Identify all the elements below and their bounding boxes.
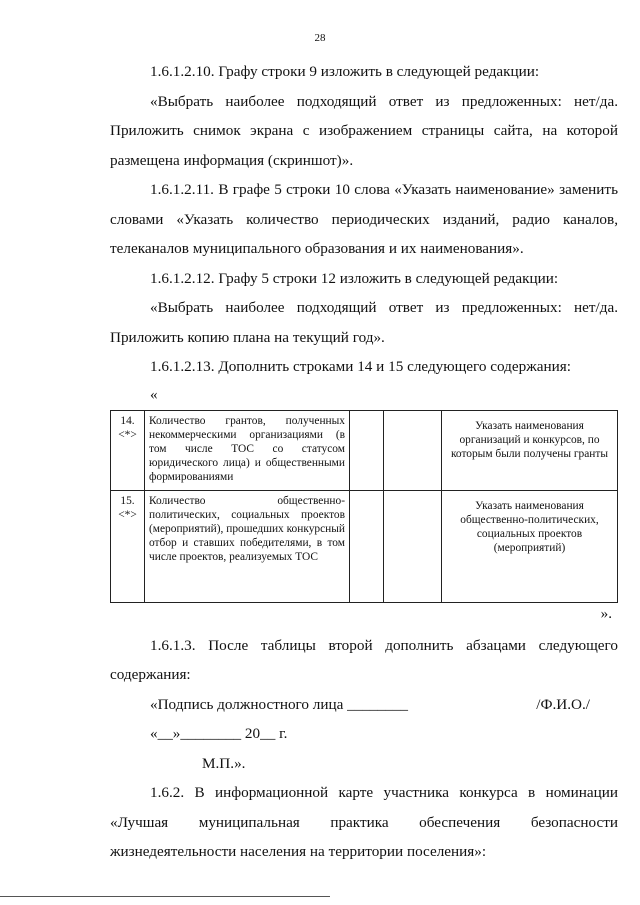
page-number: 28 [314, 32, 326, 44]
row-number: 14. <*> [111, 410, 145, 490]
row-cell-4 [384, 490, 442, 602]
rows-table [110, 410, 618, 603]
signature-fio: /Ф.И.О./ [536, 695, 590, 713]
row-cell-3 [350, 410, 384, 490]
row-description: Количество общественно-политических, социальных проектов (мероприятий), прошедших конкурсный отбор и ставших победителями, в том числе проектов, реализуемых ТОС [145, 490, 350, 602]
document-body [110, 57, 618, 867]
paragraph-1-6-1-2-13: 1.6.1.2.13. Дополнить строками 14 и 15 следующего содержания: [150, 358, 571, 375]
signature-label: «Подпись должностного лица ________ [150, 695, 408, 713]
row-cell-3 [350, 490, 384, 602]
paragraph-1-6-2: 1.6.2. В информационной карте участника конкурса в номинации «Лучшая муниципальная практика обеспечения безопасности жизнедеятельности населения на территории поселения»: [110, 784, 618, 860]
paragraph-1-6-1-2-10: 1.6.1.2.10. Графу строки 9 изложить в следующей редакции: [150, 63, 540, 80]
paragraph-1-6-1-2-11: 1.6.1.2.11. В графе 5 строки 10 слова «Указать наименование» заменить словами «Указать количество периодических изданий, радио каналов, телеканалов муниципального образования и их наименования». [110, 181, 618, 257]
signature-line [110, 690, 618, 720]
stamp-line: М.П.». [202, 754, 246, 772]
row-note: Указать наименования организаций и конкурсов, по которым были получены гранты [442, 410, 618, 490]
paragraph-quote-row-9: «Выбрать наиболее подходящий ответ из предложенных: нет/да. Приложить снимок экрана с изображением страницы сайта, на которой размещена информация (скриншот)». [110, 92, 618, 169]
row-description: Количество грантов, полученных некоммерческими организациями (в том числе ТОС со статусом юридического лица) и общественными формированиями [145, 410, 350, 490]
row-cell-4 [384, 410, 442, 490]
closing-quote: ». [600, 604, 612, 622]
paragraph-quote-row-12: «Выбрать наиболее подходящий ответ из предложенных: нет/да. Приложить копию плана на текущий год». [110, 299, 618, 346]
opening-quote: « [150, 385, 158, 403]
table-row [111, 490, 618, 602]
paragraph-1-6-1-2-12: 1.6.1.2.12. Графу 5 строки 12 изложить в следующей редакции: [150, 269, 559, 287]
paragraph-1-6-1-3: 1.6.1.3. После таблицы второй дополнить абзацами следующего содержания: [110, 636, 618, 683]
table-row [111, 410, 618, 490]
row-number: 15. <*> [111, 490, 145, 602]
row-note: Указать наименования общественно-политических, социальных проектов (мероприятий) [442, 490, 618, 602]
footer-divider [0, 896, 330, 897]
date-line: «__»________ 20__ г. [150, 725, 288, 742]
